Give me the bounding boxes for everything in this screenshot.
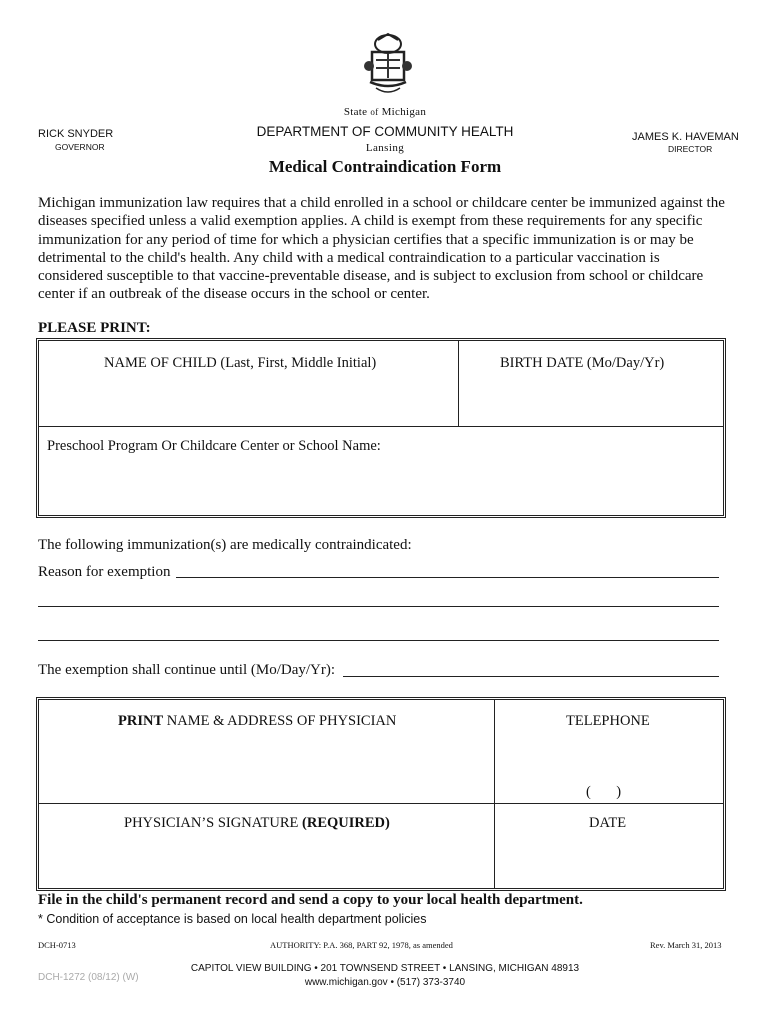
telephone-area-code-parens: ( )	[586, 784, 622, 800]
continue-until-field[interactable]	[343, 676, 719, 677]
school-name-label: Preschool Program Or Childcare Center or School Name:	[47, 438, 381, 454]
please-print-label: PLEASE PRINT:	[38, 320, 151, 336]
telephone-field[interactable]	[498, 735, 720, 799]
form-id: DCH-0713	[38, 940, 76, 950]
print-emphasis: PRINT	[118, 713, 164, 729]
date-label: DATE	[589, 815, 627, 831]
file-instruction: File in the child's permanent record and send a copy to your local health department.	[38, 892, 583, 908]
director-name: JAMES K. HAVEMAN	[632, 131, 739, 143]
reason-label: Reason for exemption	[38, 564, 171, 580]
physician-name-label	[118, 713, 396, 730]
form-title: Medical Contraindication Form	[268, 157, 502, 176]
state-line	[0, 106, 770, 118]
school-name-field[interactable]	[40, 460, 720, 512]
web-phone-line: www.michigan.gov • (517) 373-3740	[304, 977, 466, 988]
governor-title: GOVERNOR	[55, 142, 105, 152]
physician-box-divider-vertical	[494, 700, 495, 888]
reason-field[interactable]	[176, 577, 719, 578]
physician-box-divider-horizontal	[39, 803, 723, 804]
governor-name: RICK SNYDER	[38, 128, 114, 140]
child-box-divider-horizontal	[39, 426, 723, 427]
form-code: DCH-1272 (08/12) (W)	[38, 972, 139, 983]
child-name-field[interactable]	[40, 375, 455, 423]
state-of: of	[370, 107, 379, 117]
reason-field-line-3[interactable]	[38, 640, 719, 641]
authority-text: AUTHORITY: P.A. 368, PART 92, 1978, as amended	[270, 940, 453, 950]
department-name: DEPARTMENT OF COMMUNITY HEALTH	[256, 124, 514, 139]
physician-name-field[interactable]	[40, 735, 490, 799]
state-seal-logo	[362, 30, 414, 100]
continue-until-label: The exemption shall continue until (Mo/Day/Yr):	[38, 662, 336, 678]
telephone-label: TELEPHONE	[566, 713, 650, 729]
immunizations-label: The following immunization(s) are medically contraindicated:	[38, 537, 412, 553]
state-prefix: State	[343, 106, 368, 118]
child-name-label: NAME OF CHILD (Last, First, Middle Initial)	[104, 355, 377, 371]
signature-label	[124, 815, 390, 832]
physician-name-label-rest: NAME & ADDRESS OF PHYSICIAN	[163, 713, 397, 729]
date-field[interactable]	[498, 837, 720, 885]
signature-required: (REQUIRED)	[302, 815, 390, 831]
birth-date-label: BIRTH DATE (Mo/Day/Yr)	[500, 355, 665, 371]
state-name: Michigan	[381, 106, 427, 118]
signature-field[interactable]	[40, 837, 490, 885]
condition-note: * Condition of acceptance is based on local health department policies	[38, 912, 427, 926]
birth-date-field[interactable]	[462, 375, 720, 423]
revision-date: Rev. March 31, 2013	[650, 940, 722, 950]
director-title: DIRECTOR	[668, 144, 713, 154]
signature-label-text: PHYSICIAN’S SIGNATURE	[124, 815, 303, 831]
address-line: CAPITOL VIEW BUILDING • 201 TOWNSEND STREET • LANSING, MICHIGAN 48913	[190, 963, 580, 974]
reason-field-line-2[interactable]	[38, 606, 719, 607]
city-name: Lansing	[365, 142, 405, 154]
intro-paragraph: Michigan immunization law requires that a child enrolled in a school or childcare center be immunized against the diseases specified unless a valid exemption applies. A child is exempt from these requirements for any specific immunization for any period of time for which a physician certifies that a specific immunization is or may be detrimental to the child's health. Any child with a medical contraindication to a particular vaccination is considered susceptible to that vaccine-preventable disease, and is subject to exclusion from school or childcare center if an outbreak of the disease occurs in the school or center.	[38, 195, 725, 303]
child-box-divider-vertical	[458, 341, 459, 426]
